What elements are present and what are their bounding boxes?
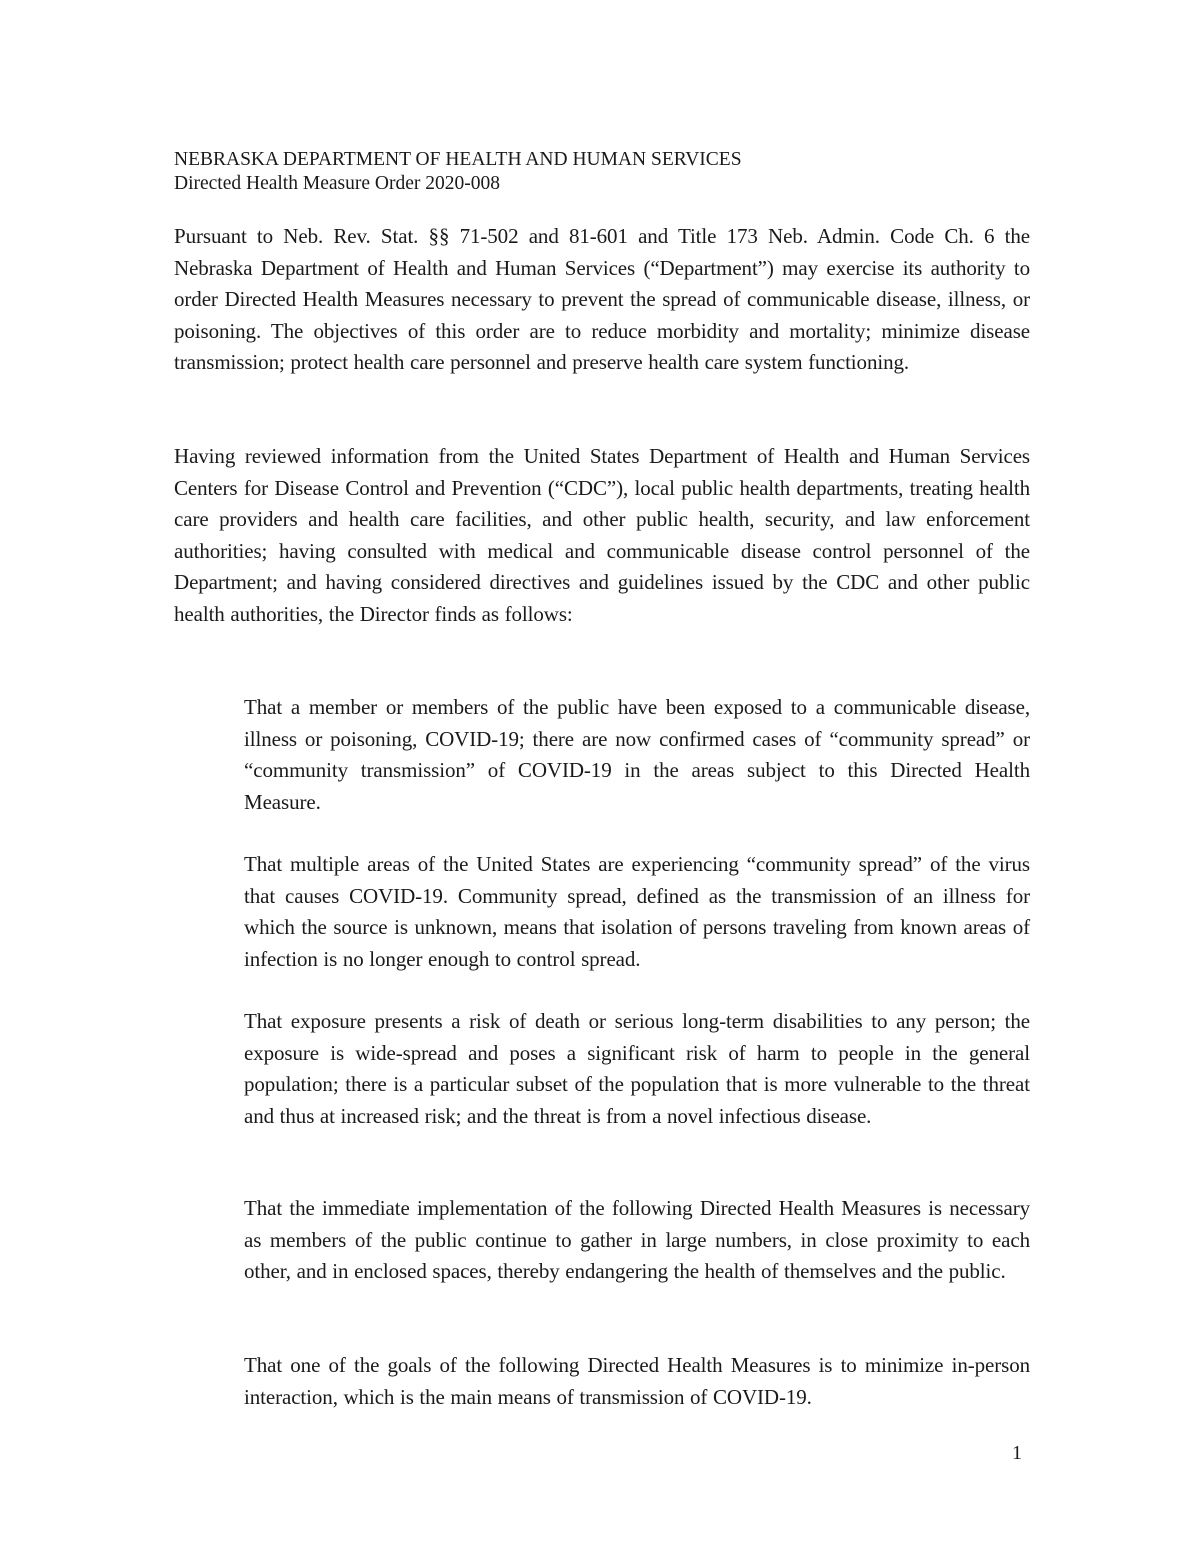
document-header xyxy=(174,148,1034,196)
intro-paragraph: Pursuant to Neb. Rev. Stat. §§ 71-502 and 81-601 and Title 173 Neb. Admin. Code Ch. 6 the Nebraska Department of Health and Human Services (“Department”) may exercise its authority to order Directed Health Measures necessary to prevent the spread of communicable disease, illness, or poisoning. The objectives of this order are to reduce morbidity and mortality; minimize disease transmission; protect health care personnel and preserve health care system functioning. xyxy=(174,224,1030,375)
agency-name: NEBRASKA DEPARTMENT OF HEALTH AND HUMAN SERVICES xyxy=(174,149,742,170)
finding-paragraph: That exposure presents a risk of death or serious long-term disabilities to any person; the exposure is wide-spread and poses a significant risk of harm to people in the general population; there is a particular subset of the population that is more vulnerable to the threat and thus at increased risk; and the threat is from a novel infectious disease. xyxy=(244,1009,1030,1128)
finding-paragraph: That a member or members of the public have been exposed to a communicable disease, illness or poisoning, COVID-19; there are now confirmed cases of “community spread” or “community transmission” of COVID-19 in the areas subject to this Directed Health Measure. xyxy=(244,695,1030,814)
finding-paragraph: That multiple areas of the United States are experiencing “community spread” of the virus that causes COVID-19. Community spread, defined as the transmission of an illness for which the source is unknown, means that isolation of persons traveling from known areas of infection is no longer enough to control spread. xyxy=(244,852,1030,971)
page-number: 1 xyxy=(1012,1442,1022,1464)
finding-paragraph: That one of the goals of the following Directed Health Measures is to minimize in-person interaction, which is the main means of transmission of COVID-19. xyxy=(244,1353,1030,1409)
finding-paragraph: That the immediate implementation of the following Directed Health Measures is necessary as members of the public continue to gather in large numbers, in close proximity to each other, and in enclosed spaces, thereby endangering the health of themselves and the public. xyxy=(244,1196,1030,1284)
order-title: Directed Health Measure Order 2020-008 xyxy=(174,173,500,194)
review-paragraph: Having reviewed information from the United States Department of Health and Human Services Centers for Disease Control and Prevention (“CDC”), local public health departments, treating health care providers and health care facilities, and other public health, security, and law enforcement authorities; having consulted with medical and communicable disease control personnel of the Department; and having considered directives and guidelines issued by the CDC and other public health authorities, the Director finds as follows: xyxy=(174,444,1030,626)
